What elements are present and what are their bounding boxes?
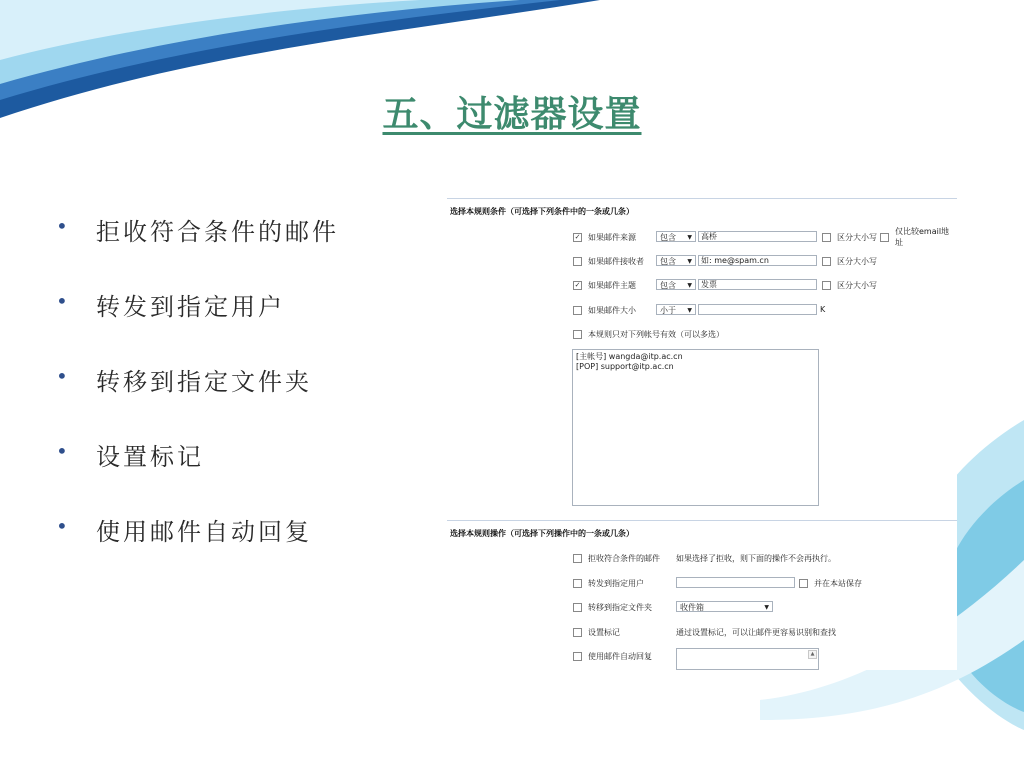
condition-size-operator-select[interactable]	[656, 304, 696, 315]
action-mark-checkbox[interactable]	[573, 628, 582, 637]
action-forward-input[interactable]	[676, 577, 795, 588]
actions-section	[447, 520, 957, 538]
action-move-checkbox[interactable]	[573, 603, 582, 612]
condition-email-only-row	[880, 227, 957, 247]
chevron-down-icon: ▼	[687, 282, 692, 289]
chevron-down-icon: ▼	[687, 307, 692, 314]
bullet-text: 拒收符合条件的邮件	[96, 218, 339, 246]
action-reply-label: 使用邮件自动回复	[588, 651, 652, 661]
condition-from-case-checkbox[interactable]	[822, 233, 831, 242]
condition-to-label: 如果邮件接收者	[588, 256, 644, 266]
action-reject-checkbox[interactable]	[573, 554, 582, 563]
condition-to-operator: 包含	[660, 257, 676, 266]
condition-size-unit: K	[820, 305, 826, 314]
chevron-down-icon: ▼	[687, 234, 692, 241]
action-reply-textarea[interactable]	[676, 648, 819, 670]
bullet-dot-icon: •	[56, 364, 71, 388]
bullet-text: 设置标记	[96, 443, 204, 471]
condition-subject-input[interactable]: 发票	[698, 279, 817, 290]
condition-to-checkbox[interactable]	[573, 257, 582, 266]
action-forward-label: 转发到指定用户	[588, 578, 644, 588]
condition-to-input[interactable]: 如: me@spam.cn	[698, 255, 817, 266]
condition-subject-operator-select[interactable]	[656, 279, 696, 290]
bullet-dot-icon: •	[56, 214, 71, 238]
bullet-dot-icon: •	[56, 514, 71, 538]
condition-from-label: 如果邮件来源	[588, 232, 636, 242]
condition-accounts-row	[573, 327, 724, 341]
condition-to-case-label: 区分大小写	[837, 256, 877, 266]
condition-email-only-label: 仅比较email地址	[895, 227, 950, 247]
condition-subject-case-label: 区分大小写	[837, 280, 877, 290]
bullet-text: 使用邮件自动回复	[96, 518, 312, 546]
condition-from-row	[573, 230, 636, 244]
chevron-down-icon: ▼	[764, 604, 769, 611]
action-move-folder-select[interactable]	[676, 601, 773, 612]
condition-size-checkbox[interactable]	[573, 306, 582, 315]
condition-from-operator: 包含	[660, 233, 676, 242]
action-reply-checkbox[interactable]	[573, 652, 582, 661]
bullet-text: 转发到指定用户	[96, 293, 285, 321]
condition-from-input[interactable]: 高桥	[698, 231, 817, 242]
condition-to-case-row	[822, 254, 877, 268]
condition-from-operator-select[interactable]	[656, 231, 696, 242]
condition-size-label: 如果邮件大小	[588, 305, 636, 315]
bullet-item	[56, 362, 339, 437]
condition-subject-label: 如果邮件主题	[588, 280, 636, 290]
condition-subject-operator: 包含	[660, 281, 676, 290]
account-list-box[interactable]	[572, 349, 819, 506]
action-move-row	[573, 600, 652, 614]
account-list-item[interactable]: [主帐号] wangda@itp.ac.cn	[576, 352, 683, 361]
account-list-item[interactable]: [POP] support@itp.ac.cn	[576, 362, 674, 371]
slide-title: 五、过滤器设置	[382, 94, 642, 135]
action-reply-row	[573, 649, 652, 663]
condition-size-operator: 小于	[660, 306, 676, 315]
action-forward-keep-label: 并在本站保存	[814, 578, 862, 588]
condition-size-row	[573, 303, 636, 317]
filter-settings-screenshot	[447, 198, 957, 670]
condition-to-case-checkbox[interactable]	[822, 257, 831, 266]
condition-subject-case-row	[822, 278, 877, 292]
condition-to-operator-select[interactable]	[656, 255, 696, 266]
scroll-up-icon[interactable]: ▲	[808, 650, 817, 659]
bullet-dot-icon: •	[56, 289, 71, 313]
bullet-item	[56, 437, 339, 512]
condition-accounts-checkbox[interactable]	[573, 330, 582, 339]
action-forward-row	[573, 576, 644, 590]
conditions-title: 选择本规则条件（可选择下列条件中的一条或几条）	[450, 207, 634, 216]
bullet-item	[56, 287, 339, 362]
bullet-text: 转移到指定文件夹	[96, 368, 312, 396]
bullet-dot-icon: •	[56, 439, 71, 463]
action-forward-checkbox[interactable]	[573, 579, 582, 588]
action-mark-note: 通过设置标记，可以让邮件更容易识别和查找	[676, 628, 836, 637]
condition-subject-case-checkbox[interactable]	[822, 281, 831, 290]
condition-subject-checkbox[interactable]: ✓	[574, 280, 581, 289]
condition-from-case-label: 区分大小写	[837, 232, 877, 242]
chevron-down-icon: ▼	[687, 258, 692, 265]
action-forward-keep-row	[799, 576, 862, 590]
condition-accounts-label: 本规则只对下列帐号有效（可以多选）	[588, 329, 724, 339]
condition-from-checkbox[interactable]: ✓	[574, 232, 581, 241]
actions-title: 选择本规则操作（可选择下列操作中的一条或几条）	[450, 529, 634, 538]
condition-subject-row	[573, 278, 636, 292]
condition-from-case-row	[822, 230, 877, 244]
bullet-list	[56, 212, 339, 587]
action-reject-row	[573, 551, 660, 565]
action-forward-keep-checkbox[interactable]	[799, 579, 808, 588]
bullet-item	[56, 212, 339, 287]
condition-email-only-checkbox[interactable]	[880, 233, 889, 242]
condition-to-row	[573, 254, 644, 268]
action-reject-label: 拒收符合条件的邮件	[588, 553, 660, 563]
condition-size-input[interactable]	[698, 304, 817, 315]
action-move-label: 转移到指定文件夹	[588, 602, 652, 612]
action-reject-note: 如果选择了拒收，则下面的操作不会再执行。	[676, 554, 836, 563]
conditions-section	[447, 198, 957, 216]
action-mark-label: 设置标记	[588, 627, 620, 637]
bullet-item	[56, 512, 339, 587]
action-mark-row	[573, 625, 620, 639]
action-move-folder: 收件箱	[680, 603, 704, 612]
